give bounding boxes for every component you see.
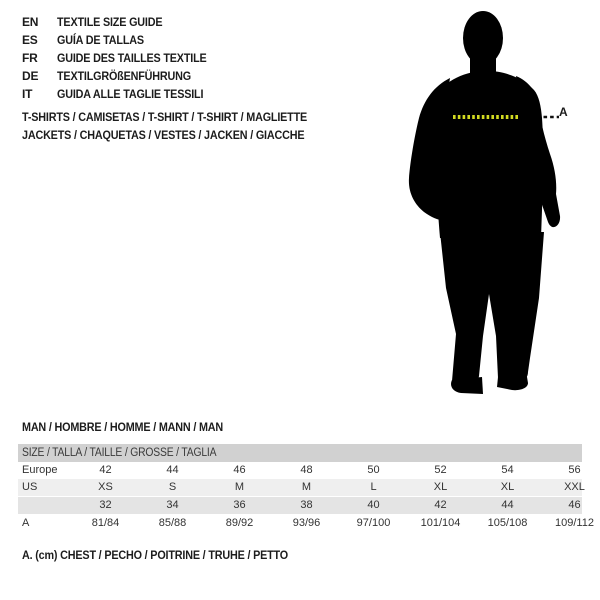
measurement-footnote-text: A. (cm) CHEST / PECHO / POITRINE / TRUHE / PETTO [22, 548, 288, 562]
size-table [18, 444, 594, 532]
size-cell: 50 [367, 464, 380, 476]
size-table-header-text: SIZE / TALLA / TAILLE / GRÖSSE / TAGLIA [22, 447, 217, 459]
language-code: FR [22, 51, 38, 65]
table-row-chest [18, 515, 594, 532]
size-cell: 44 [501, 499, 514, 511]
size-cell: 48 [300, 464, 313, 476]
size-cell: M [234, 481, 245, 493]
size-cell: XL [433, 481, 448, 493]
size-cell: 36 [233, 499, 246, 511]
size-cell: 38 [300, 499, 313, 511]
size-cell: 46 [568, 499, 581, 511]
row-label: Europe [22, 464, 58, 476]
language-title: TEXTILGRÖßENFÜHRUNG [57, 69, 191, 83]
table-row-us [18, 479, 585, 496]
man-silhouette-icon [404, 6, 564, 396]
size-cell: XXL [564, 481, 585, 493]
size-cell: 42 [434, 499, 447, 511]
size-cell: 52 [434, 464, 447, 476]
category-jackets-label: JACKETS / CHAQUETAS / VESTES / JACKEN / GIACCHE [22, 128, 305, 142]
language-row [22, 85, 223, 103]
measure-label-a: A [559, 105, 568, 119]
language-title: TEXTILE SIZE GUIDE [57, 15, 163, 29]
language-title: GUIDA ALLE TAGLIE TESSILI [57, 87, 204, 101]
language-row [22, 49, 223, 67]
language-code: IT [22, 87, 33, 101]
section-title-text: MAN / HOMBRE / HOMME / MANN / MAN [22, 420, 224, 434]
size-table-header [18, 444, 582, 462]
size-cell: 93/96 [292, 517, 321, 529]
category-tshirts [22, 108, 339, 126]
category-tshirts-label: T-SHIRTS / CAMISETAS / T-SHIRT / T-SHIRT / MAGLIETTE [22, 110, 308, 124]
size-cell: 85/88 [158, 517, 187, 529]
language-title: GUÍA DE TALLAS [57, 33, 144, 47]
language-list [22, 13, 223, 103]
size-cell: 32 [99, 499, 112, 511]
section-title [22, 418, 245, 436]
size-cell: L [370, 481, 377, 493]
language-row [22, 13, 223, 31]
language-row [22, 31, 223, 49]
size-cell: XS [98, 481, 113, 493]
size-cell: 56 [568, 464, 581, 476]
row-label: A [22, 517, 30, 529]
language-code: EN [22, 15, 39, 29]
size-cell: XL [500, 481, 515, 493]
size-cell: 101/104 [420, 517, 461, 529]
row-label: US [22, 481, 38, 493]
language-code: DE [22, 69, 39, 83]
size-cell: 105/108 [487, 517, 528, 529]
man-silhouette-figure [404, 6, 564, 396]
language-title: GUIDE DES TAILLES TEXTILE [57, 51, 207, 65]
size-cell: 44 [166, 464, 179, 476]
measurement-footnote [22, 546, 318, 564]
language-row [22, 67, 223, 85]
size-cell: 46 [233, 464, 246, 476]
table-row-europe [18, 462, 582, 479]
size-cell: S [168, 481, 177, 493]
size-cell: 81/84 [91, 517, 120, 529]
size-cell: 42 [99, 464, 112, 476]
garment-categories [22, 108, 339, 144]
size-cell: 109/112 [555, 517, 594, 529]
table-row-us-numeric [18, 497, 582, 514]
language-code: ES [22, 33, 38, 47]
size-cell: 54 [501, 464, 514, 476]
row-label [18, 497, 72, 514]
size-cell: 89/92 [225, 517, 254, 529]
size-cell: 40 [367, 499, 380, 511]
size-cell: 34 [166, 499, 179, 511]
category-jackets [22, 126, 339, 144]
size-cell: M [301, 481, 312, 493]
size-cell: 97/100 [356, 517, 391, 529]
